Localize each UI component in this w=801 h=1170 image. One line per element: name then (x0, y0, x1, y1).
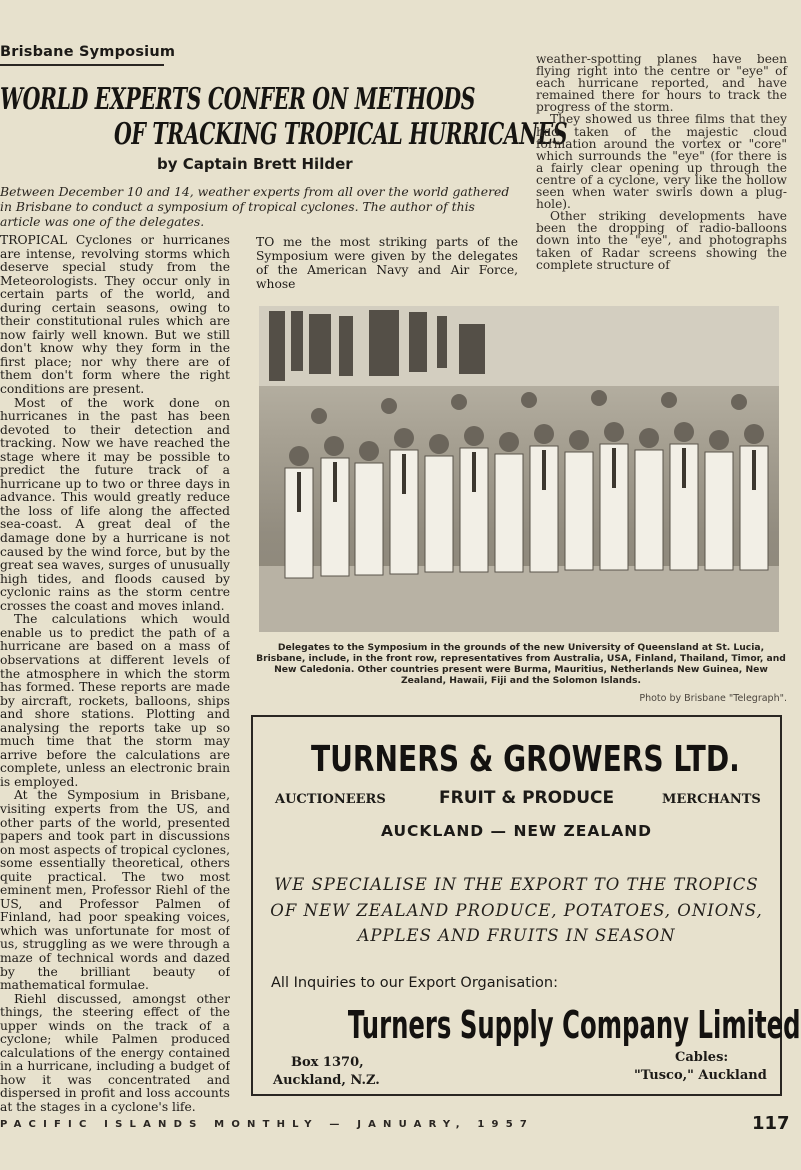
column2-paragraph: TO me the most striking parts of the Symposium were given by the delegates of the American Navy and Air Force, whose (256, 235, 518, 291)
article-column-3 (536, 53, 787, 271)
ad-cables-label: Cables: (675, 1050, 729, 1065)
photo-credit: Photo by Brisbane "Telegraph". (639, 693, 787, 704)
headline-line-1: WORLD EXPERTS CONFER ON METHODS (0, 82, 476, 117)
ad-fruit-produce: FRUIT & PRODUCE (439, 788, 615, 808)
column3-paragraph: weather-spotting planes have been flying right into the centre or "eye" of each hurricane reported, and have remained there for hours to track the progress of the storm. (536, 52, 787, 115)
column1-paragraph: The calculations which would enable us to predict the path of a hurricane are based on a mass of observations at different levels of the atmosphere in which the storm has formed. These reports are made by aircraft, rockets, balloons, ships and shore stations. Plotting and analysing the reports take up so much time that the storm may arrive before the calculations are complete, unless an electronic brain is employed. (0, 612, 230, 789)
ad-auctioneers: AUCTIONEERS (275, 792, 386, 807)
photo-image (259, 306, 779, 632)
section-rule (0, 64, 164, 66)
ad-specialise-line-1: WE SPECIALISE IN THE EXPORT TO THE TROPICS (274, 875, 759, 894)
ad-box: Box 1370, (291, 1055, 364, 1070)
column3-paragraph: They showed us three films that they had taken of the majestic cloud formation around the vortex or "core" which surrounds the "eye" (for there is a fairly clear opening up through the centre of a cyclone, very like the hollow seen when water swirls down a plug-hole). (536, 112, 787, 212)
section-header: Brisbane Symposium (0, 44, 176, 60)
column1-paragraph: TROPICAL Cyclones or hurricanes are intense, revolving storms which deserve special study from the Meteorologists. They occur only in certain parts of the world, and during certain seasons, owing to their constitutional rules which are now fairly well known. But we still don't know why they form in the first place; nor why there are of them don't form where the right conditions are present. (0, 234, 230, 397)
column1-paragraph: Most of the work done on hurricanes in the past has been devoted to their detection and tracking. Now we have reached the stage where it may be possible to predict the future track of a hurricane up to two or three days in advance. This would greatly reduce the loss of life along the affected sea-coast. A great deal of the damage done by a hurricane is not caused by the wind force, but by the great sea waves, surges of unusually high tides, and floods caused by cyclonic rains as the storm centre crosses the coast and moves inland. (0, 395, 230, 613)
page-number: 117 (752, 1113, 790, 1134)
ad-inquiries: All Inquiries to our Export Organisation: (271, 975, 558, 991)
intro-standfirst: Between December 10 and 14, weather experts from all over the world gathered in Brisbane to conduct a symposium of tropical cyclones. The author of this article was one of the delegates. (0, 184, 510, 229)
article-column-1 (0, 234, 230, 1115)
column1-paragraph: At the Symposium in Brisbane, visiting experts from the US, and other parts of the world, presented papers and took part in discussions on most aspects of tropical cyclones, some essentially theoretical, others quite practical. The two most eminent men, Professor Riehl of the US, and Professor Palmen of Finland, had poor speaking voices, which was unfortunate for most of us, struggling as we were through a maze of technical words and dazed by the brilliant beauty of mathematical formulae. (0, 788, 230, 993)
ad-cables-value: "Tusco," Auckland (634, 1068, 767, 1083)
ad-company-name: Turners Supply Company Limited (347, 1003, 801, 1047)
page-footer: PACIFIC ISLANDS MONTHLY — JANUARY, 1957 (0, 1119, 535, 1130)
column3-paragraph: Other striking developments have been the dropping of radio-balloons down into the "eye", and photographs taken of Radar screens showing the complete structure of (536, 209, 787, 272)
ad-title: TURNERS & GROWERS LTD. (310, 739, 740, 780)
delegates-group-photo (259, 306, 779, 632)
ad-specialise-line-2: OF NEW ZEALAND PRODUCE, POTATOES, ONIONS, (270, 901, 763, 920)
ad-location: AUCKLAND — NEW ZEALAND (380, 822, 653, 840)
byline: by Captain Brett Hilder (157, 155, 353, 173)
ad-specialise-line-3: APPLES AND FRUITS IN SEASON (357, 926, 676, 945)
ad-merchants: MERCHANTS (662, 792, 761, 807)
photo-caption: Delegates to the Symposium in the grounds of the new University of Queensland at St. Lucia, Brisbane, include, in the front row, representatives from Australia, USA, Finland, Thailand, Timor, and New Caledonia. Other countries present were Burma, Mauritius, Netherlands New Guinea, New Zealand, Hawaii, Fiji and the Solomon Islands. (256, 642, 786, 686)
turners-growers-advertisement (251, 715, 801, 1096)
ad-city: Auckland, N.Z. (273, 1073, 380, 1088)
column1-paragraph: Riehl discussed, amongst other things, the steering effect of the upper winds on the track of a cyclone; while Palmen produced calculations of the energy contained in a hurricane, including a budget of how it was concentrated and dispersed in profit and loss accounts at the stages in a cyclone's life. (0, 991, 230, 1114)
headline-line-2: OF TRACKING TROPICAL HURRICANES (114, 117, 568, 152)
